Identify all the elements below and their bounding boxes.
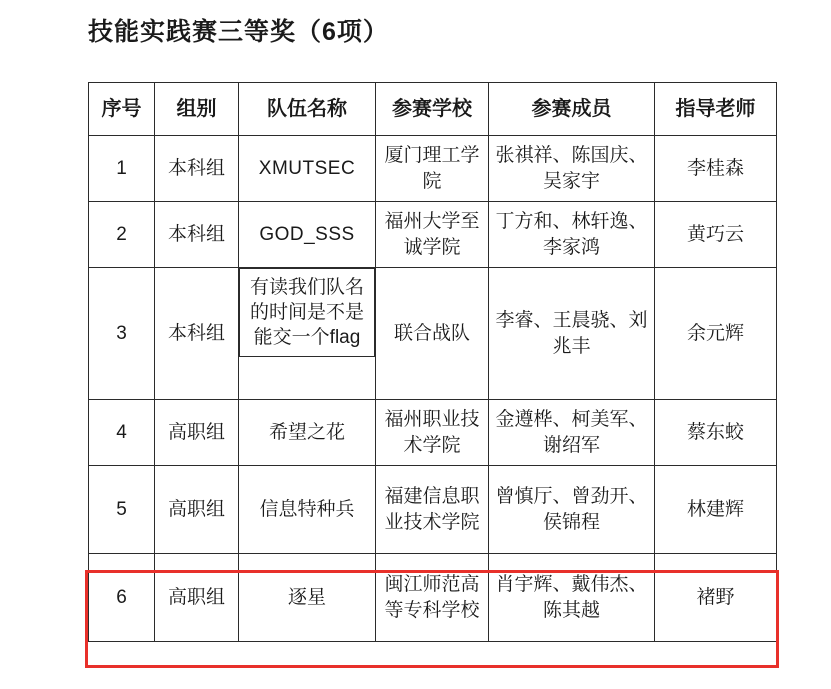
page-title: 技能实践赛三等奖（6项） [88,18,389,46]
cell-school: 福建信息职业技术学院 [376,466,489,554]
cell-no: 2 [89,202,155,268]
column-header-members: 参赛成员 [489,83,655,136]
column-header-teacher: 指导老师 [655,83,777,136]
cell-no: 4 [89,400,155,466]
cell-school: 闽江师范高等专科学校 [376,554,489,642]
column-header-no: 序号 [89,83,155,136]
table-row-highlighted [89,554,777,642]
cell-school: 福州大学至诚学院 [376,202,489,268]
cell-teacher: 余元辉 [655,268,777,400]
cell-school: 联合战队 [376,268,489,400]
cell-no: 3 [89,268,155,400]
cell-group: 本科组 [155,136,239,202]
column-header-group: 组别 [155,83,239,136]
table-body [89,136,777,642]
table-row [89,268,777,400]
cell-members: 丁方和、林轩逸、李家鸿 [489,202,655,268]
cell-team: XMUTSEC [239,136,376,202]
column-header-school: 参赛学校 [376,83,489,136]
table-row [89,202,777,268]
cell-group: 高职组 [155,400,239,466]
cell-team: 有读我们队名的时间是不是能交一个flag [239,268,375,357]
cell-members: 肖宇辉、戴伟杰、陈其越 [489,554,655,642]
cell-members: 金遵桦、柯美军、谢绍军 [489,400,655,466]
cell-teacher: 蔡东蛟 [655,400,777,466]
award-table [88,82,777,642]
table-header-row [89,83,777,136]
cell-team: 信息特种兵 [239,466,376,554]
cell-team: 逐星 [239,554,376,642]
cell-team: 希望之花 [239,400,376,466]
cell-group: 高职组 [155,466,239,554]
cell-team: GOD_SSS [239,202,376,268]
cell-no: 6 [89,554,155,642]
cell-members: 李睿、王晨骁、刘兆丰 [489,268,655,400]
cell-group: 高职组 [155,554,239,642]
cell-no: 1 [89,136,155,202]
cell-no: 5 [89,466,155,554]
column-header-team: 队伍名称 [239,83,376,136]
cell-members: 曾慎厅、曾劲开、侯锦程 [489,466,655,554]
cell-teacher: 林建辉 [655,466,777,554]
cell-group: 本科组 [155,268,239,400]
cell-teacher: 褚野 [655,554,777,642]
table-row [89,136,777,202]
cell-group: 本科组 [155,202,239,268]
table-row [89,466,777,554]
cell-teacher: 李桂森 [655,136,777,202]
cell-teacher: 黄巧云 [655,202,777,268]
cell-school: 福州职业技术学院 [376,400,489,466]
cell-school: 厦门理工学院 [376,136,489,202]
cell-members: 张祺祥、陈国庆、吴家宇 [489,136,655,202]
table-row [89,400,777,466]
award-table-container [88,82,776,642]
